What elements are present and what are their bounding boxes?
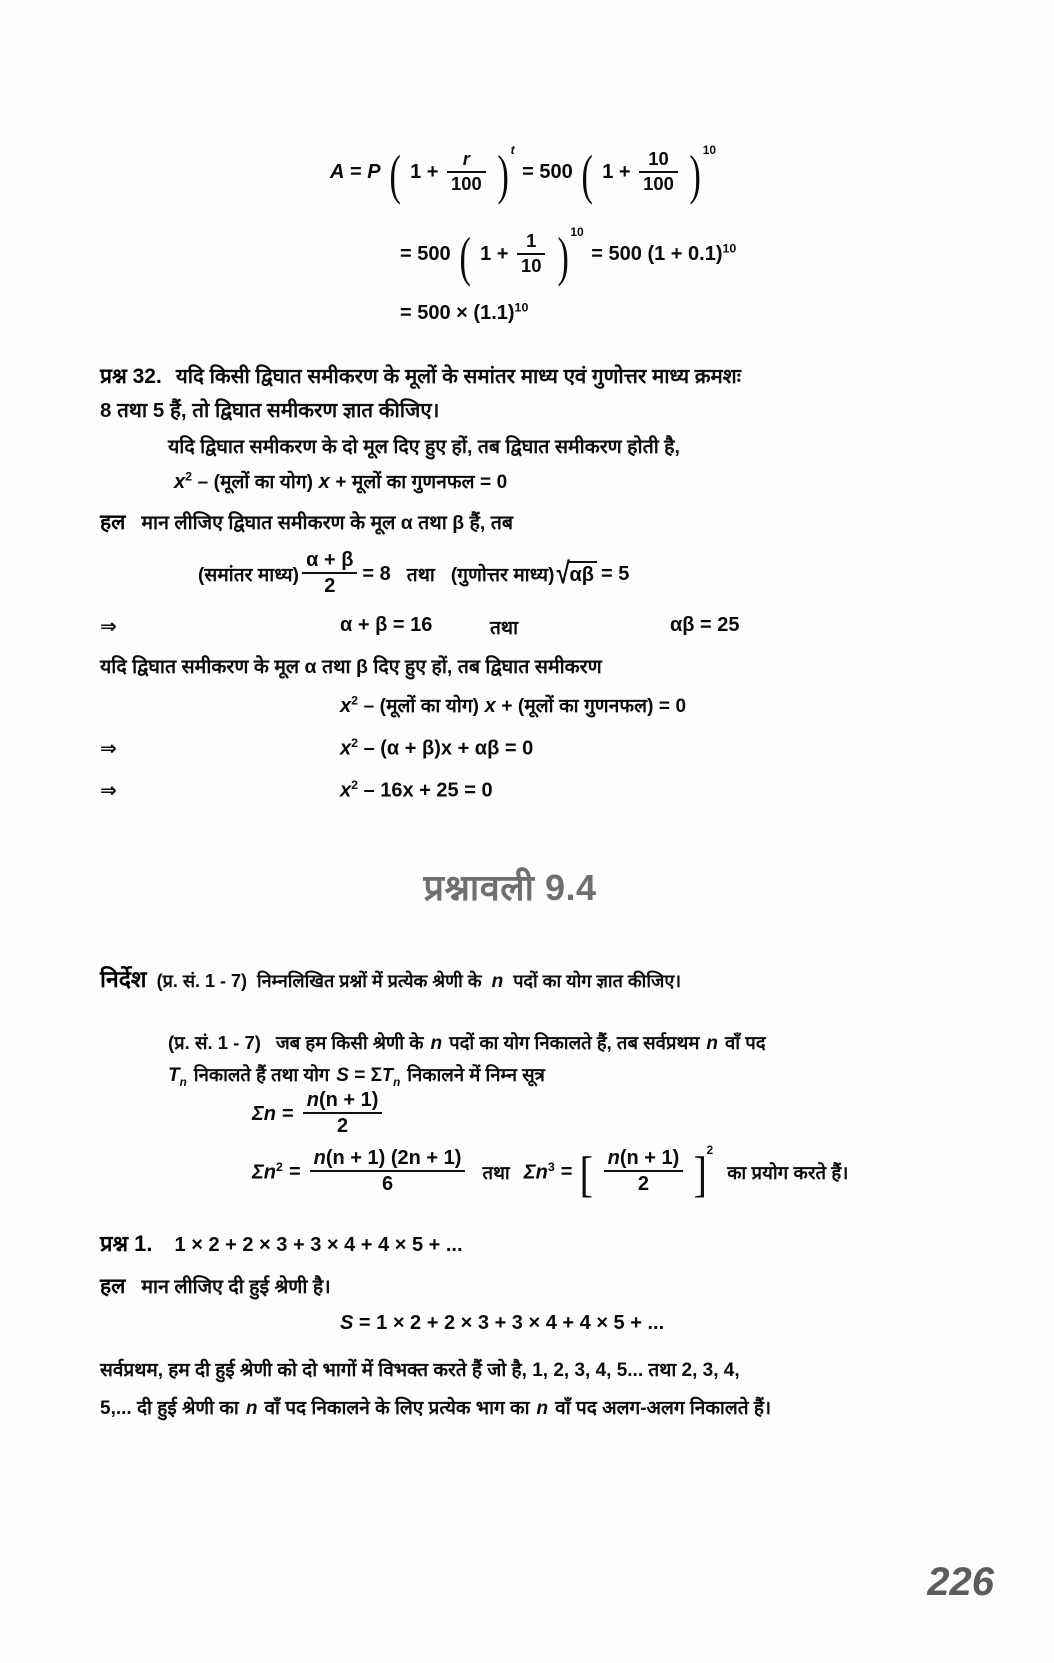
implies-arrow-1: ⇒ [100,616,117,638]
instruction-text-before-n: निम्नलिखित प्रश्नों में प्रत्येक श्रेणी के [257,971,482,991]
sigma-n-num-b: (n + 1) [318,1089,379,1111]
derivation-line-3 [400,300,528,325]
general-quadratic-form [340,692,686,718]
means-equation-line [198,550,629,599]
conjunction-tatha-1: तथा [406,565,435,587]
question-32-block [100,360,910,427]
exponent-10-c: 10 [722,241,737,256]
exponent-10-d: 10 [514,300,529,314]
exponent-10-a: 10 [702,143,717,158]
solution-statement-32: मान लीजिए द्विघात समीकरण के मूल α तथा β हैं, तब [141,512,513,534]
solution-label-1: हल [100,1275,126,1298]
final-quadratic-equation: – 16x + 25 = 0 [363,779,493,802]
note-range: (प्र. सं. 1 - 7) [168,1032,261,1053]
variable-P: P [367,160,381,183]
note-text-a: जब हम किसी श्रेणी के [275,1032,424,1053]
instruction-label: निर्देश [100,966,147,992]
fraction-n-n1-over-2-bracket [604,1147,684,1196]
one-plus-1: 1 + [410,160,439,183]
instruction-n-variable: n [491,971,504,992]
var-x-2: x [318,471,330,493]
gm-equals-5: = 5 [601,562,630,585]
note-S-symbol: S [336,1064,349,1086]
explanation-n-var-1: n [245,1398,258,1419]
note-T-subscript: n [179,1075,187,1089]
exp-2-b: 2 [351,693,359,708]
exp-2-a: 2 [185,469,193,484]
derivation-line-1: A = P ( 1 + $\frac{r}{100}$ )$^t$ = 500 ( 1 + $\frac{10}{100}$ )$^{10}$ [330,143,717,205]
note-sigma-eq: = Σ [354,1064,383,1086]
derivation-line-2: = 500 ( 1 + $\frac{1}{10}$ )$^{10}$ = 500 $(1 + 0.1)^{10}$ [400,225,737,287]
solution-statement-1: मान लीजिए दी हुई श्रेणी है। [141,1276,331,1298]
fraction-alpha-plus-beta-over-2: $\frac{\alpha + \beta}{2}$ [302,549,357,598]
explanation-text-2a: 5,... दी हुई श्रेणी का [100,1398,239,1419]
note-sigma-subscript: n [393,1075,401,1089]
question-32-intro-formula [174,468,507,494]
var-x-1: x [174,471,186,493]
sum-roots-paren-label: – (मूलों का योग) [363,696,480,717]
one-plus-2: 1 + [602,160,631,183]
page-content [100,0,960,1663]
exponent-10-b: 10 [570,225,584,240]
equals-4: = [591,242,603,265]
geometric-mean-label: (गुणोत्तर माध्य) [450,565,555,587]
formula-usage-text: का प्रयोग करते हैं। [727,1161,849,1183]
sigma-n-lhs: Σn [252,1102,277,1125]
explanation-line-2 [100,1394,930,1425]
sigma-n2-equals: = [288,1160,301,1183]
radical-sign-icon: √ [556,557,570,591]
note-text-d: निकालते हैं तथा योग [193,1063,330,1085]
bracket-num-a: n [607,1147,620,1169]
note-text-e: निकालने में निम्न सूत्र [407,1063,545,1085]
question-32-label: प्रश्न 32. [100,365,162,388]
question-32-text-line-2: 8 तथा 5 हैं, तो द्विघात समीकरण ज्ञात कीजिए। [100,399,440,423]
note-block [168,1028,938,1090]
sigma-n3-equals: = [560,1160,573,1183]
equals-2: = [522,160,534,183]
instruction-range: (प्र. सं. 1 - 7) [156,971,247,991]
conjunction-tatha-2: तथा [490,618,519,639]
product-roots-paren-label: + (मूलों का गुणनफल) = 0 [501,696,687,717]
sigma-n3-exp: 3 [547,1160,555,1175]
equals-1: = [350,160,362,183]
explanation-n-var-2: n [536,1398,549,1419]
sigma-n-num-a: n [306,1089,319,1111]
roots-given-line [100,652,602,684]
one-plus-3: 1 + [480,242,509,265]
exponent-t: t [510,143,515,158]
exercise-title-text: प्रश्नावली 9.4 [423,867,597,908]
series-equation [340,1312,664,1335]
equals-5: = [400,301,412,324]
explanation-text-2b: वाँ पद निकालने के लिए प्रत्येक भाग का [264,1398,530,1419]
fraction-n-n1-2n1-over-6 [310,1147,466,1196]
final-product: 500 × (1.1) [417,301,515,324]
question-1-label: प्रश्न 1. [100,1231,153,1256]
explanation-text-1: सर्वप्रथम, हम दी हुई श्रेणी को दो भागों में विभक्त करते हैं जो है, 1, 2, 3, 4, 5... तथा 2, 3, 4, [100,1360,740,1381]
note-text-c: वाँ पद [725,1032,766,1053]
exp-2-c: 2 [351,736,359,750]
question-32-solution-row [100,508,513,540]
fraction-1-over-10: $\frac{1}{10}$ [517,231,545,276]
page-number: 226 [927,1560,994,1604]
variable-A: A [330,160,345,183]
instruction-text-after-n: पदों का योग ज्ञात कीजिए। [513,971,682,991]
arithmetic-mean-label: (समांतर माध्य) [198,565,300,587]
var-x-3: x [340,695,352,717]
product-roots-value: αβ = 25 [670,614,740,636]
product-of-roots-label: + मूलों का गुणनफल = 0 [335,472,508,493]
sigma-n3-lhs: Σn [523,1161,548,1184]
exercise-heading [100,862,920,911]
note-T-symbol: T [168,1064,180,1086]
question-1-block [100,1228,900,1258]
question-1-series: 1 × 2 + 2 × 3 + 3 × 4 + 4 × 5 + ... [174,1234,463,1256]
fraction-10-over-100: $\frac{10}{100}$ [639,149,678,194]
sigma-n2-num-b: (n + 1) (2n + 1) [325,1147,462,1169]
coefficient-500: 500 [539,160,573,183]
rhs-expression: 500 (1 + 0.1) [608,242,723,265]
note-text-b: पदों का योग निकालते हैं, तब सर्वप्रथम [449,1032,700,1053]
sigma-n-equals: = [282,1102,294,1125]
explanation-text-2c: वाँ पद अलग-अलग निकालते हैं। [555,1398,772,1419]
series-expansion: = 1 × 2 + 2 × 3 + 3 × 4 + 4 × 5 + ... [358,1312,665,1334]
bracket-exponent: 2 [706,1143,714,1158]
var-x-6: x [340,779,352,802]
question-32-intro [168,432,680,464]
equals-3: = [400,242,412,265]
sigma-n-formula [252,1090,385,1139]
note-n-var-2: n [706,1033,718,1054]
sigma-n-den: 2 [303,1112,383,1137]
sigma-n2-lhs: Σn [252,1161,277,1184]
series-S-symbol: S [340,1312,354,1334]
sigma-n2-exp: 2 [276,1160,283,1175]
step2-expression: – (α + β)x + αβ = 0 [363,737,534,760]
implies-arrow-3: ⇒ [100,780,117,802]
var-x-5: x [340,737,352,760]
bracket-den: 2 [604,1170,684,1195]
solution-label-32: हल [100,511,126,534]
conjunction-tatha-3: तथा [482,1161,510,1183]
var-x-4: x [484,695,496,717]
sigma-n2-n3-formula: $\Sigma n^2$ = $\frac{n(n + 1) (2n + 1)}{6}$ तथा $\Sigma n^3$ = [ $\frac{n(n + 1)}{2}$ ]$^2$ का प्रयोग करते हैं। [252,1143,849,1203]
exp-2-d: 2 [351,778,359,792]
roots-given-text: यदि द्विघात समीकरण के मूल α तथा β दिए हुए हों, तब द्विघात समीकरण [100,656,602,678]
sigma-n2-num-a: n [313,1147,326,1169]
instruction-block [100,962,930,996]
sum-of-roots-label: – (मूलों का योग) [197,472,314,493]
question-1-solution-row [100,1272,331,1304]
note-n-var-1: n [430,1033,443,1054]
explanation-line-1 [100,1356,930,1387]
coefficient-500-b: 500 [417,242,451,265]
am-equals-8: = 8 [362,562,391,585]
note-sigma-T: T [382,1064,394,1085]
intro-line-text: यदि द्विघात समीकरण के दो मूल दिए हुए हों, तब द्विघात समीकरण होती है, [168,436,680,458]
square-root-alpha-beta: √ αβ [555,561,598,587]
bracket-num-b: (n + 1) [619,1147,680,1169]
fraction-r-over-100: $\frac{r}{100}$ [447,149,486,194]
fraction-n-n-plus-1-over-2 [303,1089,383,1138]
question-32-text-line-1: यदि किसी द्विघात समीकरण के मूलों के समांतर माध्य एवं गुणोत्तर माध्य क्रमशः [175,365,741,388]
sigma-n2-den: 6 [310,1170,466,1195]
sum-roots-value: α + β = 16 [340,614,433,636]
implies-arrow-2: ⇒ [100,738,117,760]
